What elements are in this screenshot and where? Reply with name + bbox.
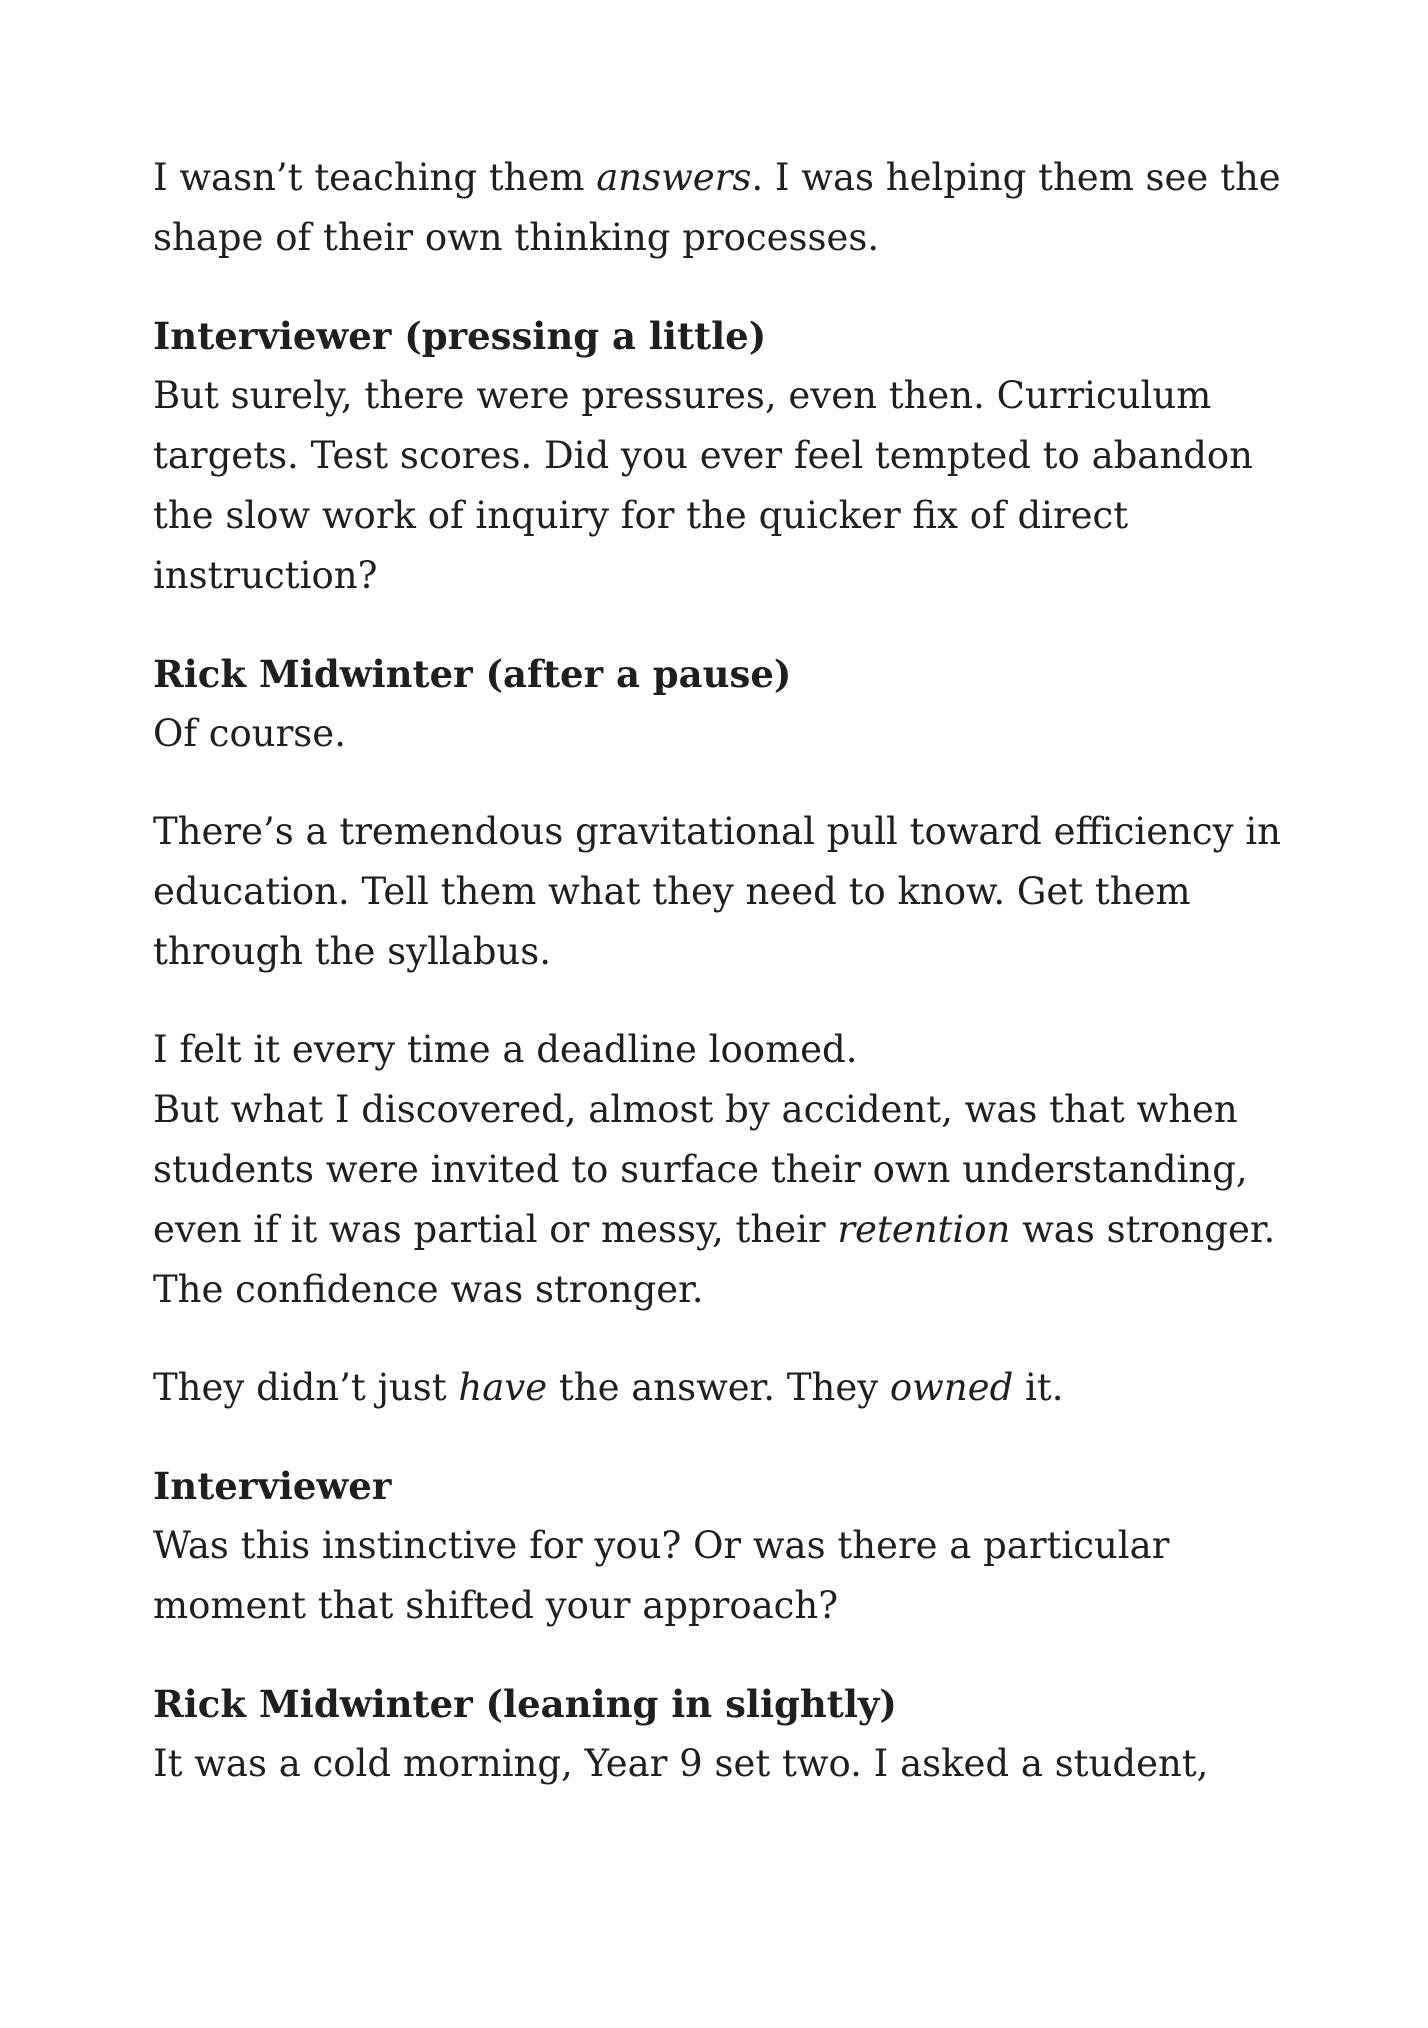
text-line: targets. Test scores. Did you ever feel tempted to abandon xyxy=(153,434,1253,477)
text-line: education. Tell them what they need to know. Get them xyxy=(153,870,1191,913)
text-line: students were invited to surface their own understanding, xyxy=(153,1148,1248,1191)
emphasis-owned: owned xyxy=(889,1366,1014,1409)
interviewer-question-instinctive xyxy=(153,1456,1313,1636)
speaker-label: Rick Midwinter (after a pause) xyxy=(153,652,792,696)
text-line: There’s a tremendous gravitational pull toward efficiency in xyxy=(153,810,1281,853)
emphasis-retention: retention xyxy=(837,1208,1011,1251)
text-line: Was this instinctive for you? Or was there a particular xyxy=(153,1524,1170,1567)
text-line: through the syllabus. xyxy=(153,930,552,973)
rick-answer-cold-morning xyxy=(153,1674,1313,1794)
text-line: even if it was partial or messy, their retention was stronger. xyxy=(153,1208,1276,1251)
text-line: It was a cold morning, Year 9 set two. I asked a student, xyxy=(153,1742,1209,1785)
text-line: I wasn’t teaching them answers. I was helping them see the xyxy=(153,156,1281,199)
text-line: The confidence was stronger. xyxy=(153,1268,704,1311)
speaker-label: Rick Midwinter (leaning in slightly) xyxy=(153,1682,897,1726)
paragraph-answers xyxy=(153,148,1313,268)
text-line: shape of their own thinking processes. xyxy=(153,216,880,259)
speaker-label: Interviewer xyxy=(153,1464,392,1508)
text-line: moment that shifted your approach? xyxy=(153,1584,839,1627)
emphasis-answers: answers xyxy=(596,156,752,199)
interviewer-question-pressures xyxy=(153,306,1313,606)
text-line: I felt it every time a deadline loomed. xyxy=(153,1028,858,1071)
text-line: But what I discovered, almost by accident, was that when xyxy=(153,1088,1238,1131)
speaker-label: Interviewer (pressing a little) xyxy=(153,314,767,358)
paragraph-owned xyxy=(153,1358,1313,1418)
text-line: the slow work of inquiry for the quicker fix of direct xyxy=(153,494,1129,537)
text-line: They didn’t just have the answer. They owned it. xyxy=(153,1366,1064,1409)
text-line: But surely, there were pressures, even then. Curriculum xyxy=(153,374,1212,417)
rick-answer-of-course xyxy=(153,644,1313,764)
text-line: Of course. xyxy=(153,712,346,755)
paragraph-efficiency xyxy=(153,802,1313,982)
emphasis-have: have xyxy=(458,1366,548,1409)
paragraph-retention xyxy=(153,1020,1313,1320)
text-line: instruction? xyxy=(153,554,378,597)
interview-transcript xyxy=(153,148,1313,1832)
